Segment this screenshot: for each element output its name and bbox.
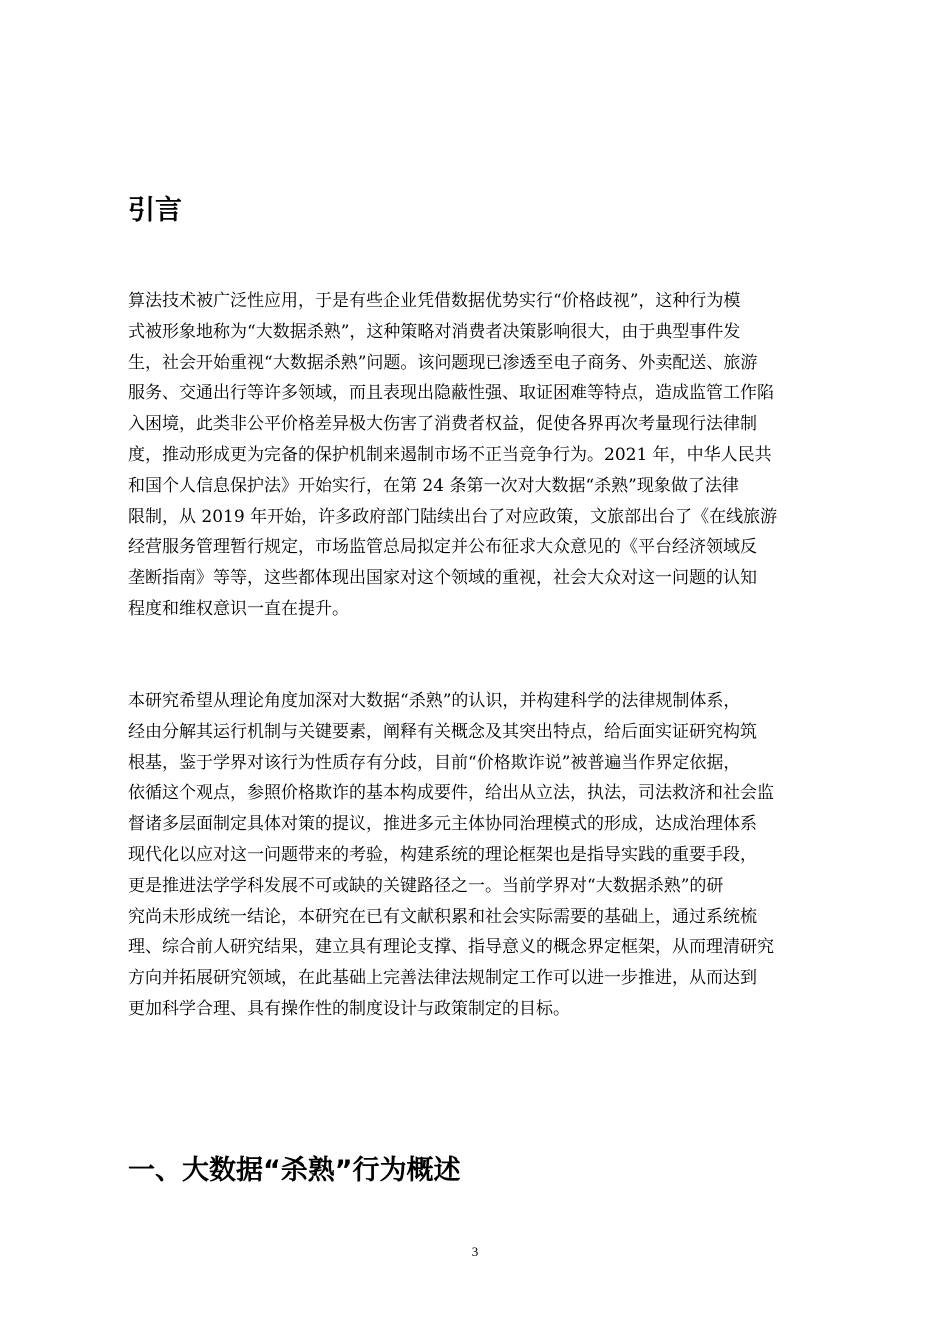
intro-paragraph-1 — [128, 286, 828, 625]
paragraph-line: 更加科学合理、具有操作性的制度设计与政策制定的目标。 — [128, 998, 570, 1019]
paragraph-line: 究尚未形成统一结论，本研究在已有文献积累和社会实际需要的基础上，通过系统梳 — [128, 906, 757, 927]
paragraph-line: 生，社会开始重视“大数据杀熟”问题。该问题现已渗透至电子商务、外卖配送、旅游 — [128, 352, 758, 373]
paragraph-line: 限制，从 2019 年开始，许多政府部门陆续出台了对应政策，文旅部出台了《在线旅游 — [128, 506, 778, 527]
paragraph-line: 和国个人信息保护法》开始实行，在第 24 条第一次对大数据“杀熟”现象做了法律 — [128, 475, 739, 496]
paragraph-line: 垄断指南》等等，这些都体现出国家对这个领域的重视，社会大众对这一问题的认知 — [128, 568, 757, 589]
paragraph-line: 督诸多层面制定具体对策的提议，推进多元主体协同治理模式的形成，达成治理体系 — [128, 814, 757, 835]
paragraph-line: 度，推动形成更为完备的保护机制来遏制市场不正当竞争行为。2021 年，中华人民共 — [128, 444, 772, 465]
paragraph-line: 更是推进法学学科发展不可或缺的关键路径之一。当前学界对“大数据杀熟”的研 — [128, 875, 724, 896]
paragraph-line: 服务、交通出行等许多领域，而且表现出隐蔽性强、取证困难等特点，造成监管工作陷 — [128, 383, 774, 404]
intro-heading: 引言 — [128, 195, 182, 226]
paragraph-line: 经营服务管理暂行规定，市场监管总局拟定并公布征求大众意见的《平台经济领域反 — [128, 537, 757, 558]
section-1-heading: 一、大数据“杀熟”行为概述 — [128, 1155, 461, 1186]
paragraph-line: 入困境，此类非公平价格差异极大伤害了消费者权益，促使各界再次考量现行法律制 — [128, 414, 757, 435]
paragraph-line: 本研究希望从理论角度加深对大数据“杀熟”的认识，并构建科学的法律规制体系， — [128, 691, 741, 711]
paragraph-line: 算法技术被广泛性应用，于是有些企业凭借数据优势实行“价格歧视”，这种行为模 — [128, 291, 741, 311]
paragraph-line: 现代化以应对这一问题带来的考验，构建系统的理论框架也是指导实践的重要手段， — [128, 844, 757, 865]
paragraph-line: 式被形象地称为“大数据杀熟”，这种策略对消费者决策影响很大，由于典型事件发 — [128, 321, 741, 342]
paragraph-line: 根基，鉴于学界对该行为性质存有分歧，目前“价格欺诈说”被普遍当作界定依据， — [128, 752, 741, 773]
page-number: 3 — [471, 1244, 479, 1259]
paragraph-line: 理、综合前人研究结果，建立具有理论支撑、指导意义的概念界定框架，从而理清研究 — [128, 937, 774, 958]
intro-paragraph-2 — [128, 686, 828, 1025]
paragraph-line: 依循这个观点，参照价格欺诈的基本构成要件，给出从立法，执法，司法救济和社会监 — [128, 783, 774, 804]
paragraph-line: 方向并拓展研究领域，在此基础上完善法律法规制定工作可以进一步推进，从而达到 — [128, 968, 757, 989]
paragraph-line: 程度和维权意识一直在提升。 — [128, 598, 349, 619]
paragraph-line: 经由分解其运行机制与关键要素，阐释有关概念及其突出特点，给后面实证研究构筑 — [128, 721, 757, 742]
